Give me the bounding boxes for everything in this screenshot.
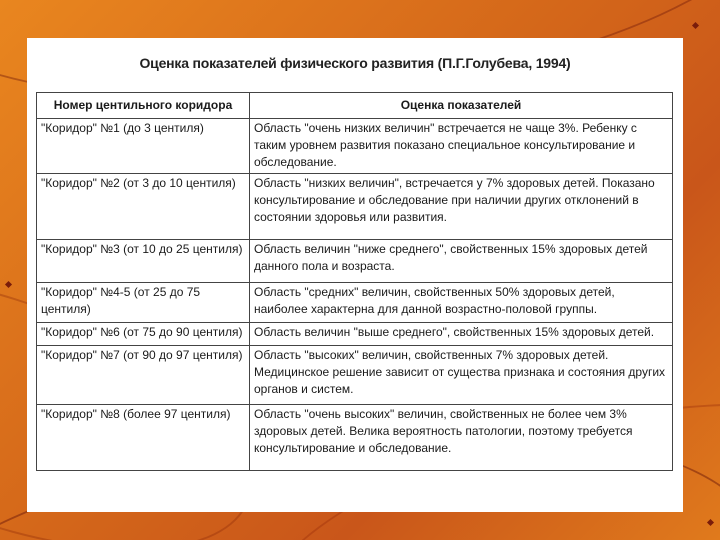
corridor-table bbox=[36, 92, 673, 471]
slide-title: Оценка показателей физического развития (П.Г.Голубева, 1994) bbox=[139, 55, 571, 71]
corridor-cell: "Коридор" №2 (от 3 до 10 центиля) bbox=[37, 174, 250, 240]
table-row bbox=[37, 174, 673, 240]
assessment-cell: Область "средних" величин, свойственных 50% здоровых детей, наиболее характерна для данной возрастно-половой группы. bbox=[250, 283, 673, 323]
assessment-cell: Область "низких величин", встречается у 7% здоровых детей. Показано консультирование и обследование при наличии других отклонений в состоянии здоровья или развития. bbox=[250, 174, 673, 240]
decorative-dot bbox=[692, 22, 699, 29]
column-header-assessment: Оценка показателей bbox=[250, 93, 673, 119]
corridor-cell: "Коридор" №8 (более 97 центиля) bbox=[37, 405, 250, 471]
table-row bbox=[37, 283, 673, 323]
assessment-cell: Область величин "ниже среднего", свойственных 15% здоровых детей данного пола и возраста. bbox=[250, 240, 673, 283]
table-row bbox=[37, 405, 673, 471]
table-header-row bbox=[37, 93, 673, 119]
table-row bbox=[37, 346, 673, 405]
table-row bbox=[37, 119, 673, 174]
corridor-cell: "Коридор" №6 (от 75 до 90 центиля) bbox=[37, 323, 250, 346]
table-row bbox=[37, 323, 673, 346]
slide-content bbox=[27, 38, 683, 512]
assessment-cell: Область "очень низких величин" встречается не чаще 3%. Ребенку с таким уровнем развития показано специальное консультирование и обследование. bbox=[250, 119, 673, 174]
corridor-cell: "Коридор" №1 (до 3 центиля) bbox=[37, 119, 250, 174]
column-header-corridor: Номер центильного коридора bbox=[37, 93, 250, 119]
assessment-cell: Область "очень высоких" величин, свойственных не более чем 3% здоровых детей. Велика вероятность патологии, поэтому требуется консультирование и обследование. bbox=[250, 405, 673, 471]
decorative-dot bbox=[5, 281, 12, 288]
assessment-cell: Область величин "выше среднего", свойственных 15% здоровых детей. bbox=[250, 323, 673, 346]
corridor-cell: "Коридор" №3 (от 10 до 25 центиля) bbox=[37, 240, 250, 283]
assessment-cell: Область "высоких" величин, свойственных 7% здоровых детей. Медицинское решение зависит от существа признака и состояния других органов и систем. bbox=[250, 346, 673, 405]
corridor-cell: "Коридор" №4-5 (от 25 до 75 центиля) bbox=[37, 283, 250, 323]
corridor-cell: "Коридор" №7 (от 90 до 97 центиля) bbox=[37, 346, 250, 405]
table-row bbox=[37, 240, 673, 283]
